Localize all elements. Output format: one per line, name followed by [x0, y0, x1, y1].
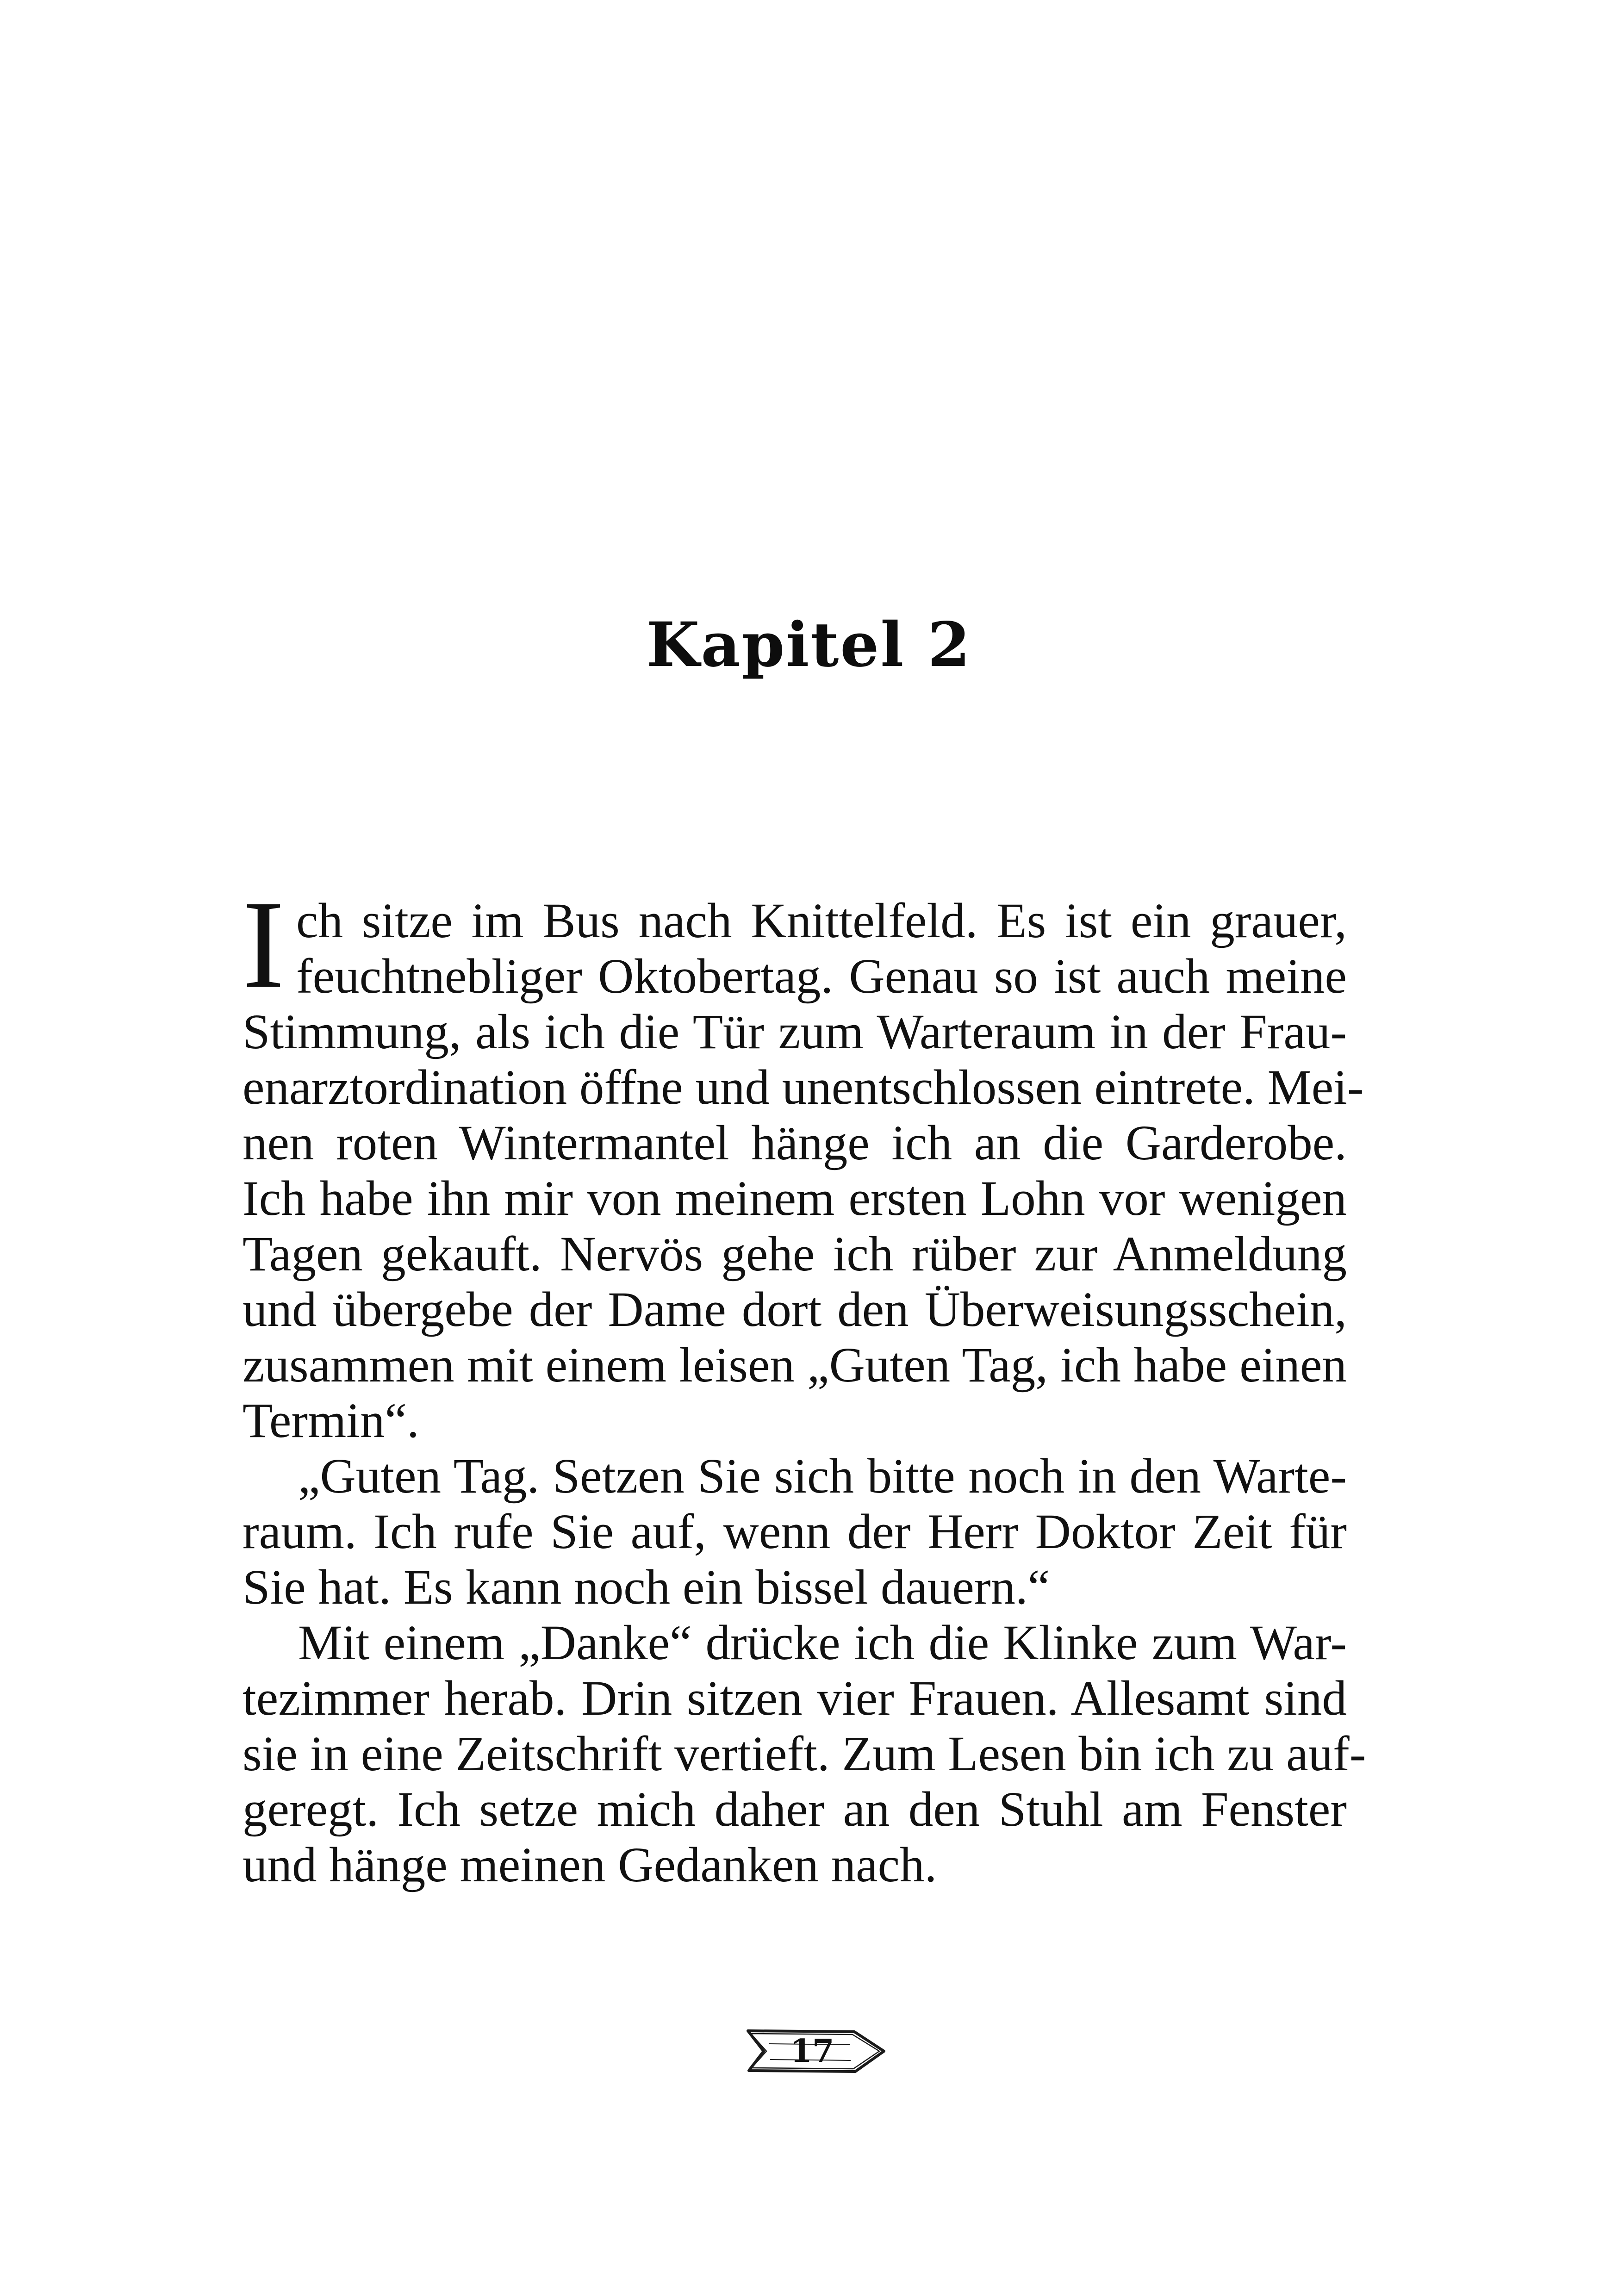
text-line: nen roten Wintermantel hänge ich an die Garderobe. — [243, 1116, 1347, 1170]
text-line: „Guten Tag. Setzen Sie sich bitte noch in den Warte- — [298, 1449, 1347, 1504]
chapter-body-text — [243, 875, 1366, 1893]
text-line: raum. Ich rufe Sie auf, wenn der Herr Doktor Zeit für — [243, 1505, 1347, 1559]
paragraph-1 — [243, 875, 1364, 1449]
text-line: enarztordination öffne und unentschlossen eintrete. Mei- — [243, 1060, 1364, 1115]
text-line: Termin“. — [243, 1394, 419, 1448]
text-line: ch sitze im Bus nach Knittelfeld. Es ist ein grauer, — [296, 894, 1347, 948]
text-line: Ich habe ihn mir von meinem ersten Lohn vor wenigen — [243, 1171, 1347, 1226]
drop-cap-letter: I — [243, 875, 285, 1014]
text-line: tezimmer herab. Drin sitzen vier Frauen. Allesamt sind — [243, 1671, 1347, 1726]
text-line: feuchtnebliger Oktobertag. Genau so ist auch meine — [296, 949, 1347, 1004]
text-line: Stimmung, als ich die Tür zum Warteraum in der Frau- — [243, 1005, 1347, 1059]
text-line: und hänge meinen Gedanken nach. — [243, 1838, 937, 1892]
text-line: und übergebe der Dame dort den Überweisungsschein, — [243, 1282, 1347, 1337]
text-line: sie in eine Zeitschrift vertieft. Zum Lesen bin ich zu auf- — [243, 1727, 1366, 1781]
dropcap-adjacent-lines — [296, 893, 1347, 1004]
page-number: 17 — [790, 2033, 834, 2070]
dropcap-block — [243, 875, 1347, 1014]
paragraph-3 — [243, 1615, 1366, 1893]
text-line: Tagen gekauft. Nervös gehe ich rüber zur Anmeldung — [243, 1227, 1347, 1282]
text-line: zusammen mit einem leisen „Guten Tag, ich habe einen — [243, 1338, 1347, 1393]
page-number-badge — [745, 2025, 889, 2077]
text-line: Sie hat. Es kann noch ein bissel dauern.“ — [243, 1560, 1050, 1615]
text-line: geregt. Ich setze mich daher an den Stuhl am Fenster — [243, 1782, 1347, 1837]
chapter-title: Kapitel 2 — [646, 609, 972, 681]
paragraph-2 — [243, 1449, 1347, 1615]
text-line: Mit einem „Danke“ drücke ich die Klinke zum War- — [298, 1616, 1347, 1670]
